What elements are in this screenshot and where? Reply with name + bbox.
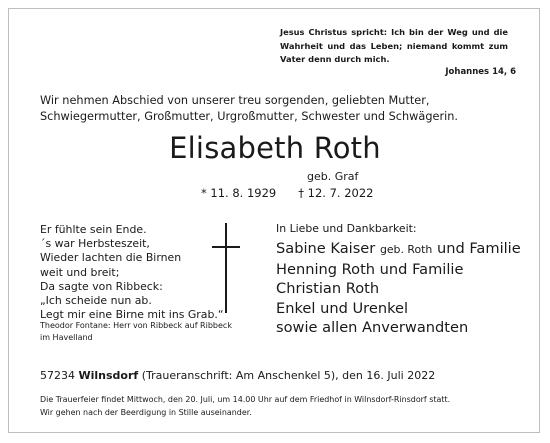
- city: Wilnsdorf: [78, 369, 139, 382]
- mourner-line: Sabine Kaiser geb. Roth und Familie: [276, 240, 521, 257]
- life-dates: [201, 186, 374, 200]
- postcode: 57234: [40, 369, 75, 382]
- funeral-info: [40, 394, 518, 419]
- poem-line: Wieder lachten die Birnen: [40, 251, 182, 265]
- mourner-line: Henning Roth und Familie: [276, 260, 464, 278]
- mourners-intro: In Liebe und Dankbarkeit:: [276, 222, 417, 235]
- deceased-name: Elisabeth Roth: [169, 131, 381, 165]
- birth-date: * 11. 8. 1929: [201, 186, 277, 200]
- bible-quote-source: Johannes 14, 6: [445, 67, 516, 77]
- mourner-line: sowie allen Anverwandten: [276, 319, 469, 337]
- address-and-date: (Traueranschrift: Am Anschenkel 5), den 16. Juli 2022: [141, 369, 436, 382]
- place-and-date: [40, 369, 435, 382]
- mourners-list: [276, 239, 521, 338]
- death-date: † 12. 7. 2022: [298, 186, 374, 200]
- funeral-line: Wir gehen nach der Beerdigung in Stille auseinander.: [40, 407, 252, 417]
- poem-line: ´s war Herbsteszeit,: [40, 237, 150, 251]
- poem-line: Er fühlte sein Ende.: [40, 223, 147, 236]
- mourner-line: Christian Roth: [276, 280, 380, 298]
- mourner-line: Enkel und Urenkel: [276, 299, 409, 317]
- poem-line: Legt mir eine Birne mit ins Grab.“: [40, 308, 224, 322]
- birth-name: geb. Graf: [307, 170, 359, 183]
- cross-icon: [212, 223, 240, 313]
- intro-text: Wir nehmen Abschied von unserer treu sorgenden, geliebten Mutter, Schwiegermutter, Großmutter, Urgroßmutter, Schwester und Schwägerin.: [40, 94, 458, 123]
- funeral-line: Die Trauerfeier findet Mittwoch, den 20. Juli, um 14.00 Uhr auf dem Friedhof in Wilnsdorf-Rinsdorf statt.: [40, 395, 451, 404]
- poem-line: Da sagte von Ribbeck:: [40, 279, 163, 293]
- poem-source: Theodor Fontane: Herr von Ribbeck auf Ribbeck im Havelland: [40, 321, 232, 342]
- bible-quote: Jesus Christus spricht: Ich bin der Weg und die Wahrheit und das Leben; niemand kommt zum Vater denn durch mich.: [280, 27, 508, 64]
- poem: [40, 223, 223, 322]
- poem-line: weit und breit;: [40, 265, 120, 279]
- poem-line: „Ich scheide nun ab.: [40, 294, 152, 308]
